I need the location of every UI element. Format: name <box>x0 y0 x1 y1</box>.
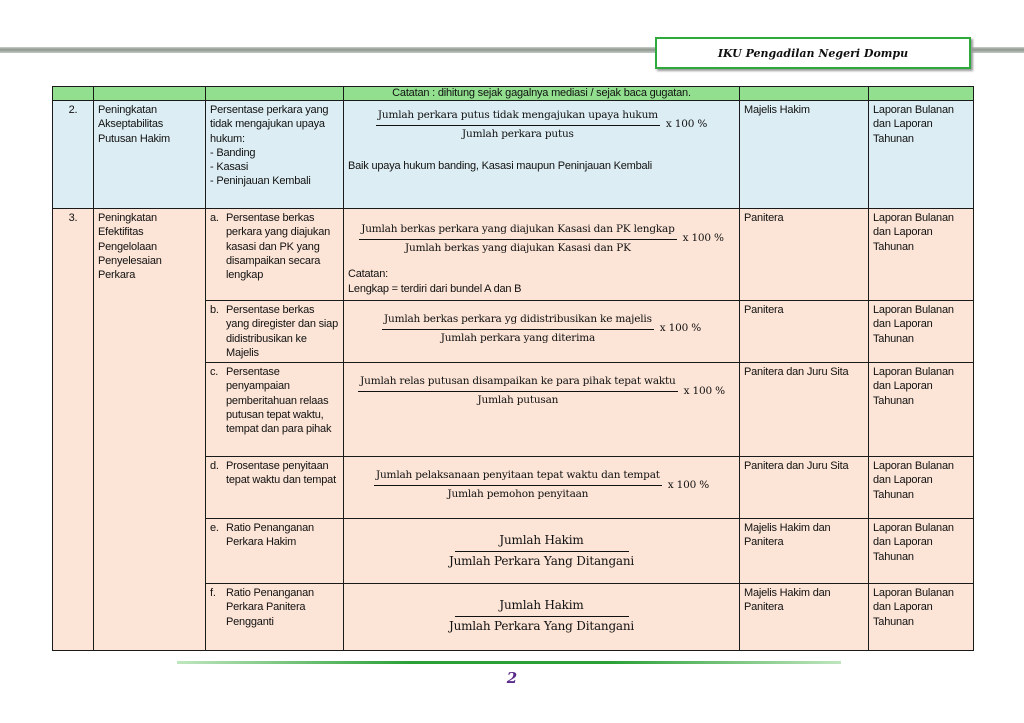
formula-numerator: Jumlah berkas perkara yang diajukan Kasasi dan PK lengkap <box>359 223 676 240</box>
formula-note: Baik upaya hukum banding, Kasasi maupun Peninjauan Kembali <box>348 160 652 173</box>
report-cell: Laporan Bulanan dan Laporan Tahunan <box>869 519 974 584</box>
formula-cell <box>344 519 740 584</box>
sub-letter: e. <box>210 522 219 535</box>
header-title: IKU Pengadilan Negeri Dompu <box>717 46 909 60</box>
formula-numerator: Jumlah pelaksanaan penyitaan tepat waktu dan tempat <box>374 469 662 486</box>
report-cell: Laporan Bulanan dan Laporan Tahunan <box>869 209 974 301</box>
list-item: - Kasasi <box>210 160 339 174</box>
row-number: 3. <box>53 209 94 651</box>
formula-note: Lengkap = terdiri dari bundel A dan B <box>348 282 522 295</box>
formula-multiplier: x 100 % <box>667 478 709 491</box>
formula-cell <box>344 363 740 457</box>
description-cell: a. Persentase berkas perkara yang diajukan kasasi dan PK yang disampaikan secara lengkap <box>206 209 344 301</box>
formula-numerator: Jumlah perkara putus tidak mengajukan upaya hukum <box>376 109 660 126</box>
description-cell: c. Persentase penyampaian pemberitahuan relaas putusan tepat waktu, tempat dan para pihak <box>206 363 344 457</box>
formula <box>348 469 735 501</box>
upaya-hukum-list <box>210 146 339 189</box>
sub-letter: d. <box>210 460 219 473</box>
responsible-cell: Panitera <box>740 209 869 301</box>
responsible-cell: Panitera dan Juru Sita <box>740 363 869 457</box>
indicator-cell: Peningkatan Efektifitas Pengelolaan Penyelesaian Perkara <box>94 209 206 651</box>
sub-letter: b. <box>210 304 219 316</box>
responsible-cell: Majelis Hakim dan Panitera <box>740 519 869 584</box>
list-item: - Peninjauan Kembali <box>210 174 339 188</box>
formula-note-label: Catatan: <box>348 268 388 281</box>
description-cell: Persentase perkara yang tidak mengajukan upaya hukum: - Banding - Kasasi - Peninjauan Kembali <box>206 101 344 209</box>
report-cell: Laporan Bulanan dan Laporan Tahunan <box>869 363 974 457</box>
note-row <box>53 87 974 101</box>
formula-cell <box>344 457 740 519</box>
footer-rule <box>177 661 841 664</box>
formula-multiplier: x 100 % <box>682 232 724 245</box>
formula-cell <box>344 101 740 209</box>
sub-letter: a. <box>210 212 219 224</box>
formula-multiplier: x 100 % <box>659 322 701 335</box>
sub-letter: f. <box>210 587 216 600</box>
formula <box>348 375 735 407</box>
formula <box>348 223 735 255</box>
indicator-table <box>52 86 974 651</box>
formula-denominator: Jumlah perkara putus <box>462 127 574 140</box>
description-cell: f. Ratio Penanganan Perkara Panitera Pengganti <box>206 584 344 651</box>
report-cell: Laporan Bulanan dan Laporan Tahunan <box>869 301 974 363</box>
responsible-cell: Panitera <box>740 301 869 363</box>
table-row <box>53 101 974 209</box>
formula <box>348 109 735 141</box>
formula-numerator: Jumlah Hakim <box>455 598 629 617</box>
page-number: 2 <box>506 669 518 687</box>
formula-denominator: Jumlah berkas yang diajukan Kasasi dan PK <box>405 241 631 254</box>
list-item: - Banding <box>210 146 339 160</box>
report-cell: Laporan Bulanan dan Laporan Tahunan <box>869 101 974 209</box>
formula-denominator: Jumlah pemohon penyitaan <box>447 487 589 500</box>
formula <box>348 313 735 345</box>
formula-cell <box>344 209 740 301</box>
description-cell: b. Persentase berkas yang diregister dan siap didistribusikan ke Majelis <box>206 301 344 363</box>
sub-letter: c. <box>210 366 219 379</box>
formula-multiplier: x 100 % <box>683 384 725 397</box>
responsible-cell: Panitera dan Juru Sita <box>740 457 869 519</box>
formula-denominator: Jumlah Perkara Yang Ditangani <box>448 553 635 568</box>
table-row <box>53 209 974 301</box>
description-cell: e. Ratio Penanganan Perkara Hakim <box>206 519 344 584</box>
formula-cell <box>344 301 740 363</box>
formula-numerator: Jumlah berkas perkara yg didistribusikan ke majelis <box>382 313 654 330</box>
report-cell: Laporan Bulanan dan Laporan Tahunan <box>869 457 974 519</box>
note-row-text: Catatan : dihitung sejak gagalnya mediasi / sejak baca gugatan. <box>344 87 740 101</box>
row-number: 2. <box>53 101 94 209</box>
responsible-cell: Majelis Hakim <box>740 101 869 209</box>
formula-numerator: Jumlah relas putusan disampaikan ke para pihak tepat waktu <box>358 375 677 392</box>
formula-cell <box>344 584 740 651</box>
formula <box>348 533 735 569</box>
formula-multiplier: x 100 % <box>665 118 708 131</box>
report-cell: Laporan Bulanan dan Laporan Tahunan <box>869 584 974 651</box>
responsible-cell: Majelis Hakim dan Panitera <box>740 584 869 651</box>
indicator-cell: Peningkatan Akseptabilitas Putusan Hakim <box>94 101 206 209</box>
description-cell: d. Prosentase penyitaan tepat waktu dan tempat <box>206 457 344 519</box>
formula-denominator: Jumlah perkara yang diterima <box>440 331 596 344</box>
formula-numerator: Jumlah Hakim <box>455 533 629 552</box>
formula-denominator: Jumlah putusan <box>477 393 559 406</box>
formula-denominator: Jumlah Perkara Yang Ditangani <box>448 618 635 633</box>
formula <box>348 598 735 634</box>
header-title-box <box>655 37 971 69</box>
